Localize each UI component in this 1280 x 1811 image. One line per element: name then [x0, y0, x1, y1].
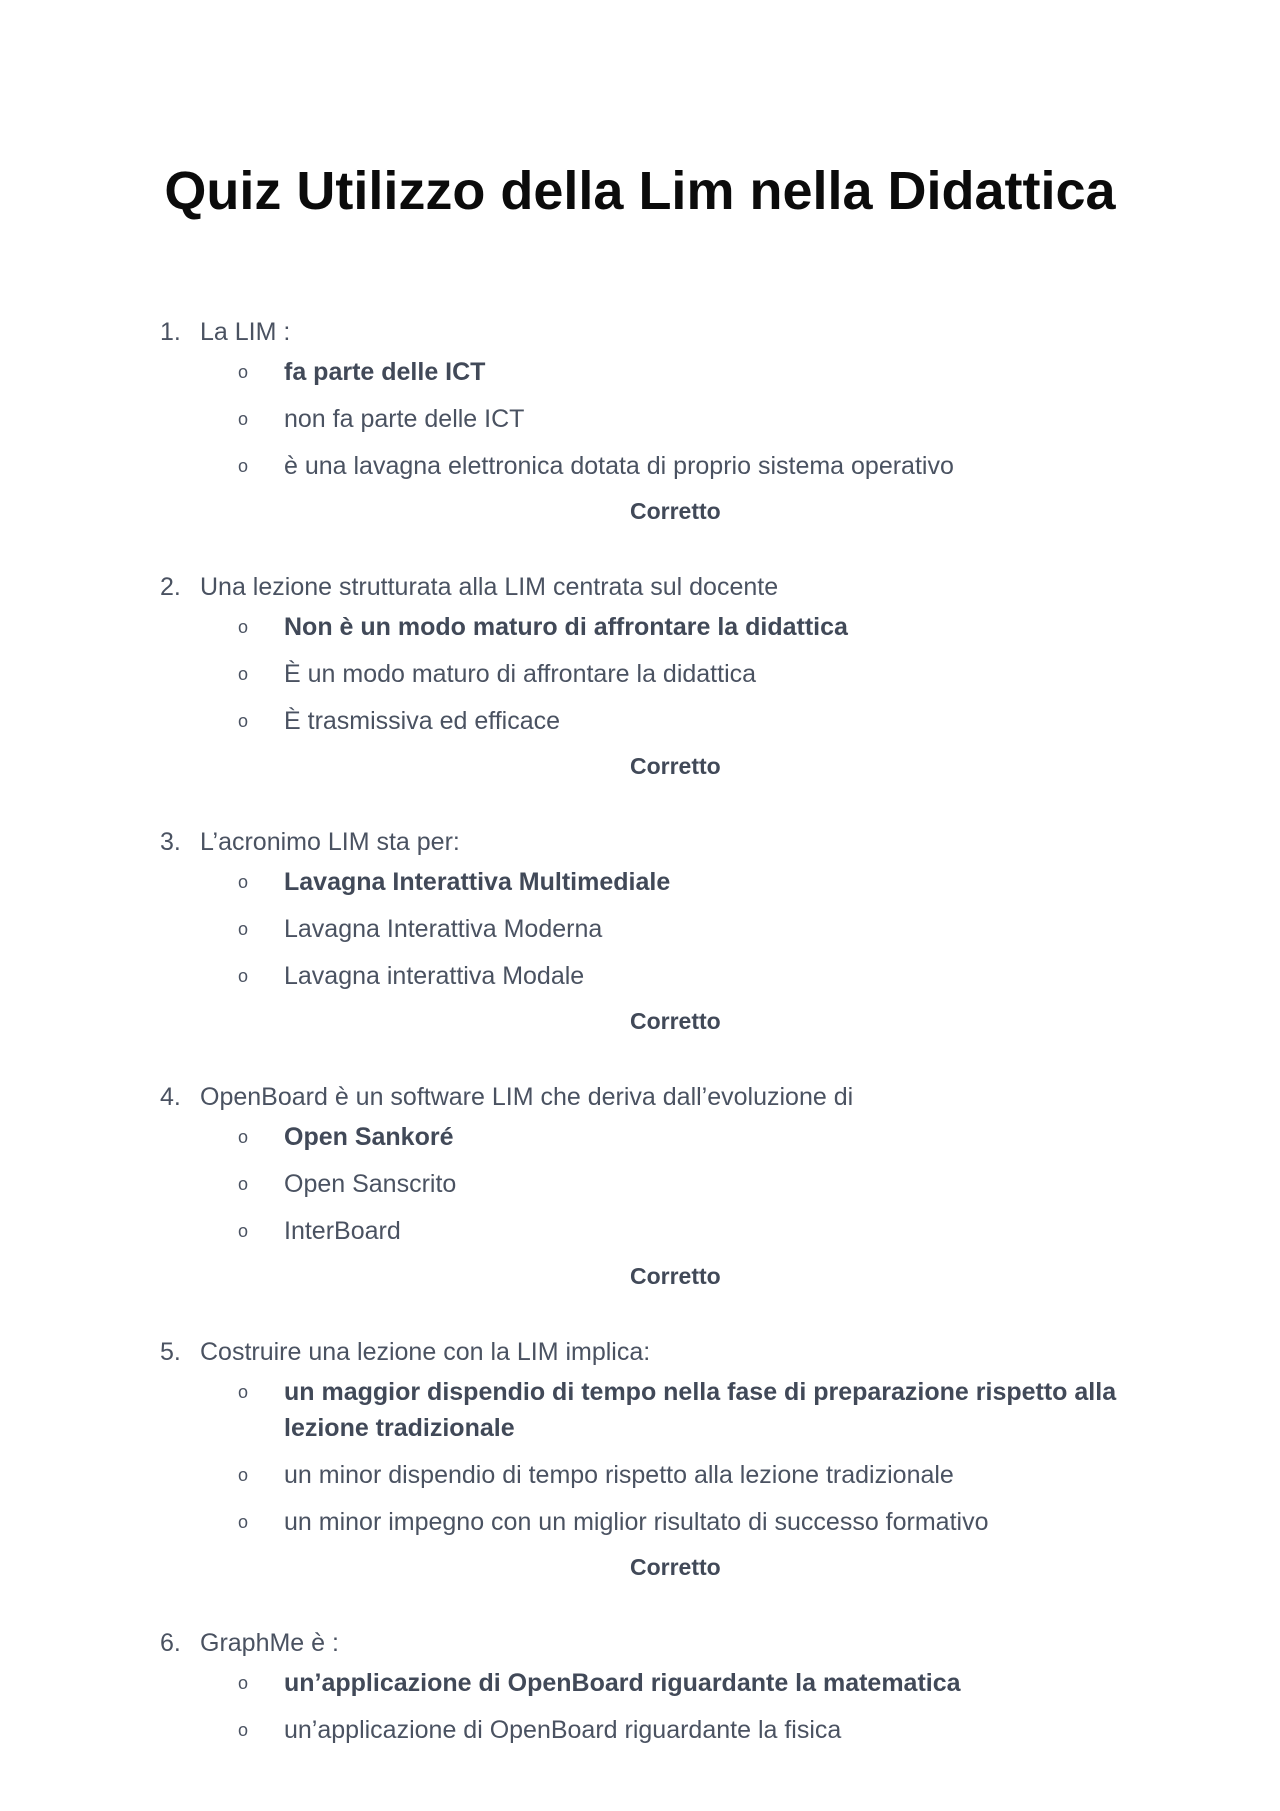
- option-label: un’applicazione di OpenBoard riguardante la fisica: [284, 1716, 842, 1744]
- option-label: Open Sankoré: [284, 1123, 454, 1151]
- option[interactable]: [0, 1166, 1280, 1202]
- option[interactable]: [0, 1712, 1280, 1748]
- option-bullet-icon: o: [238, 966, 249, 986]
- option[interactable]: [0, 958, 1280, 994]
- option-label: È un modo maturo di affrontare la didattica: [284, 660, 757, 688]
- question-5: [0, 1330, 1280, 1583]
- question-3: [0, 820, 1280, 1037]
- option[interactable]: [0, 401, 1280, 437]
- option-correct[interactable]: [0, 1119, 1280, 1155]
- option-bullet-icon: o: [238, 664, 249, 684]
- question-text: GraphMe è :: [200, 1629, 339, 1657]
- feedback-label: Corretto: [630, 1263, 721, 1289]
- question-text: Una lezione strutturata alla LIM centrata sul docente: [200, 573, 779, 601]
- question-text: La LIM :: [200, 318, 291, 346]
- option-correct[interactable]: [0, 354, 1280, 390]
- option-correct[interactable]: [0, 609, 1280, 645]
- question-text: Costruire una lezione con la LIM implica:: [200, 1338, 651, 1366]
- question-header: [0, 820, 1280, 864]
- question-header: [0, 565, 1280, 609]
- question-text: OpenBoard è un software LIM che deriva dall’evoluzione di: [200, 1083, 854, 1111]
- option-label: un maggior dispendio di tempo nella fase di preparazione rispetto alla lezione tradizionale: [284, 1378, 1117, 1442]
- option-bullet-icon: o: [238, 1174, 249, 1194]
- option-label: Lavagna Interattiva Multimediale: [284, 868, 671, 896]
- option-list: [0, 1374, 1280, 1540]
- option-label: Non è un modo maturo di affrontare la didattica: [284, 613, 848, 641]
- option-bullet-icon: o: [238, 872, 249, 892]
- question-number: 4.: [160, 1083, 181, 1111]
- option-label: Lavagna Interattiva Moderna: [284, 915, 603, 943]
- question-6: [0, 1621, 1280, 1748]
- option[interactable]: [0, 1213, 1280, 1249]
- option-bullet-icon: o: [238, 409, 249, 429]
- option-label: Lavagna interattiva Modale: [284, 962, 585, 990]
- option-bullet-icon: o: [238, 1382, 249, 1402]
- option-correct[interactable]: [0, 1665, 1280, 1701]
- question-header: [0, 1330, 1280, 1374]
- option-bullet-icon: o: [238, 362, 249, 382]
- option-bullet-icon: o: [238, 1465, 249, 1485]
- option-label: un minor dispendio di tempo rispetto alla lezione tradizionale: [284, 1461, 954, 1489]
- question-2: [0, 565, 1280, 782]
- option-list: [0, 1119, 1280, 1249]
- option-label: InterBoard: [284, 1217, 401, 1245]
- page-title: Quiz Utilizzo della Lim nella Didattica: [164, 161, 1116, 221]
- option[interactable]: [0, 911, 1280, 947]
- option-label: Open Sanscrito: [284, 1170, 457, 1198]
- option-label: un minor impegno con un miglior risultato di successo formativo: [284, 1508, 989, 1536]
- option-bullet-icon: o: [238, 1127, 249, 1147]
- option[interactable]: [0, 1457, 1280, 1493]
- question-number: 2.: [160, 573, 181, 601]
- option-list: [0, 1665, 1280, 1748]
- question-number: 6.: [160, 1629, 181, 1657]
- quiz-list: [0, 310, 1280, 1786]
- option-bullet-icon: o: [238, 711, 249, 731]
- feedback-label: Corretto: [630, 1008, 721, 1034]
- option-label: un’applicazione di OpenBoard riguardante la matematica: [284, 1669, 961, 1697]
- feedback-label: Corretto: [630, 1554, 721, 1580]
- option-correct[interactable]: [0, 1374, 1280, 1446]
- option-bullet-icon: o: [238, 1673, 249, 1693]
- option[interactable]: [0, 703, 1280, 739]
- option[interactable]: [0, 656, 1280, 692]
- question-4: [0, 1075, 1280, 1292]
- question-number: 5.: [160, 1338, 181, 1366]
- option-bullet-icon: o: [238, 1512, 249, 1532]
- option-bullet-icon: o: [238, 617, 249, 637]
- option-label: È trasmissiva ed efficace: [284, 707, 561, 735]
- option[interactable]: [0, 448, 1280, 484]
- question-number: 1.: [160, 318, 181, 346]
- option-list: [0, 354, 1280, 484]
- option-label: fa parte delle ICT: [284, 358, 486, 386]
- option-bullet-icon: o: [238, 456, 249, 476]
- option-bullet-icon: o: [238, 1720, 249, 1740]
- question-header: [0, 310, 1280, 354]
- question-text: L’acronimo LIM sta per:: [200, 828, 460, 856]
- option-correct[interactable]: [0, 864, 1280, 900]
- option-label: non fa parte delle ICT: [284, 405, 525, 433]
- feedback-label: Corretto: [630, 498, 721, 524]
- feedback-label: Corretto: [630, 753, 721, 779]
- question-1: [0, 310, 1280, 527]
- question-header: [0, 1621, 1280, 1665]
- option-list: [0, 864, 1280, 994]
- question-number: 3.: [160, 828, 181, 856]
- option-list: [0, 609, 1280, 739]
- option[interactable]: [0, 1504, 1280, 1540]
- option-label: è una lavagna elettronica dotata di proprio sistema operativo: [284, 452, 954, 480]
- option-bullet-icon: o: [238, 919, 249, 939]
- option-bullet-icon: o: [238, 1221, 249, 1241]
- question-header: [0, 1075, 1280, 1119]
